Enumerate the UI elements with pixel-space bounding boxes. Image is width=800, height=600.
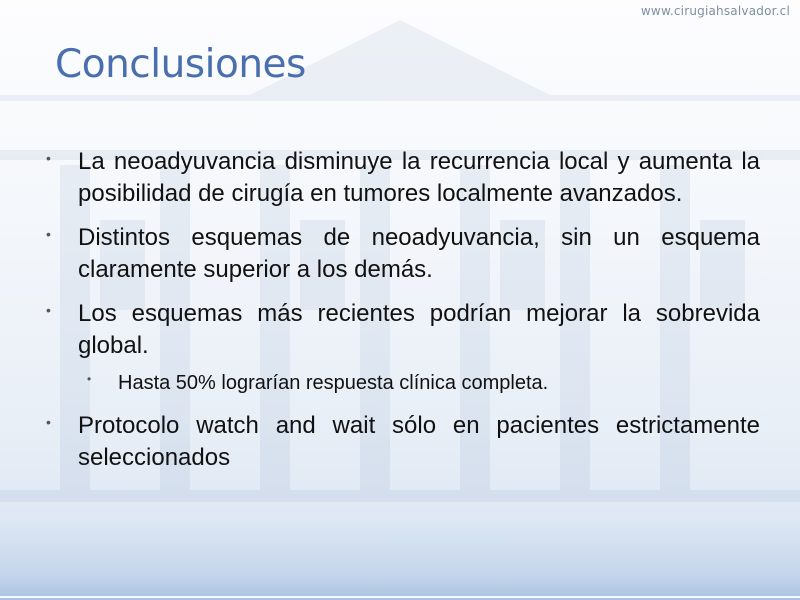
bullet-dot-icon: • xyxy=(46,150,51,166)
bullet-dot-icon: • xyxy=(46,302,51,318)
bullet-text: Protocolo watch and wait sólo en pacientes estrictamente seleccionados xyxy=(78,412,760,471)
sub-bullet-text: Hasta 50% lograrían respuesta clínica completa. xyxy=(118,372,549,394)
bullet-text: La neoadyuvancia disminuye la recurrencia local y aumenta la posibilidad de cirugía en tumores localmente avanzados. xyxy=(78,148,760,207)
bullet-text: Los esquemas más recientes podrían mejorar la sobrevida global. xyxy=(78,300,760,359)
bullet-dot-icon: • xyxy=(46,226,51,242)
bullet-dot-icon: • xyxy=(46,414,51,430)
bullet-item xyxy=(40,410,760,474)
sub-bullet-dot-icon: • xyxy=(87,372,92,386)
bottom-divider xyxy=(0,596,800,598)
bullet-text: Distintos esquemas de neoadyuvancia, sin un esquema claramente superior a los demás. xyxy=(78,224,760,283)
bullet-item xyxy=(40,298,760,362)
slide-title: Conclusiones xyxy=(55,42,306,87)
bullet-item xyxy=(40,146,760,210)
bullet-list xyxy=(40,146,760,486)
bullet-item xyxy=(40,222,760,286)
bottom-gradient-band xyxy=(0,520,800,600)
sub-bullet-item xyxy=(40,370,760,396)
site-url: www.cirugiahsalvador.cl xyxy=(640,4,790,18)
